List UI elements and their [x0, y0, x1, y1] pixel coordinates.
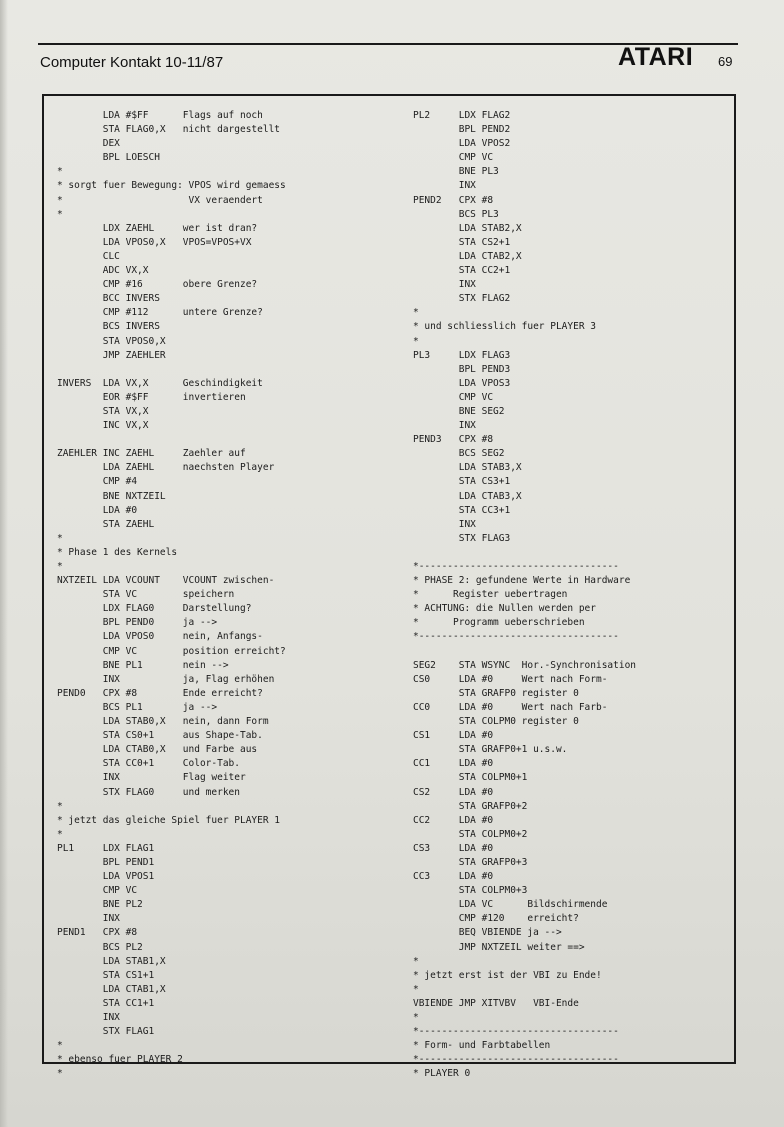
code-line: LDA #$FF Flags auf noch	[57, 110, 263, 121]
magazine-issue: Computer Kontakt 10-11/87	[40, 54, 224, 71]
page-number: 69	[718, 54, 733, 69]
code-line: NXTZEIL LDA VCOUNT VCOUNT zwischen-	[57, 575, 275, 587]
code-line: PL2 LDX FLAG2	[413, 110, 511, 121]
code-line: INX Flag weiter	[57, 772, 246, 784]
code-line: LDA STAB2,X	[413, 222, 522, 234]
code-line: STA VX,X	[57, 405, 149, 417]
code-line: BPL PEND2	[413, 124, 511, 136]
code-line: STA COLPM0+2	[413, 828, 528, 840]
code-line: STA ZAEHL	[57, 518, 155, 530]
code-line: STA COLPM0+1	[413, 772, 528, 784]
code-line: EOR #$FF invertieren	[57, 391, 246, 403]
code-line: LDA CTAB2,X	[413, 250, 522, 262]
code-line: CMP #16 obere Grenze?	[57, 279, 258, 291]
code-line: *	[57, 828, 63, 840]
code-line: *	[57, 166, 63, 178]
code-line: BCS INVERS	[57, 321, 160, 333]
code-line: * jetzt erst ist der VBI zu Ende!	[413, 969, 602, 981]
code-line: *	[57, 800, 63, 812]
code-line: INX	[413, 420, 476, 432]
code-line: STA VC speichern	[57, 589, 235, 601]
code-line: STA CS1+1	[57, 969, 155, 981]
code-line: CC0 LDA #0 Wert nach Farb-	[413, 701, 608, 713]
listing-column-left	[57, 109, 286, 1081]
code-line: * VX veraendert	[57, 194, 263, 206]
code-line: STX FLAG2	[413, 293, 511, 305]
code-line: *-----------------------------------	[413, 1026, 619, 1038]
code-line: CS2 LDA #0	[413, 786, 494, 798]
listing-column-right	[413, 109, 636, 1081]
code-line: CS1 LDA #0	[413, 730, 494, 742]
code-line: *	[57, 208, 63, 220]
code-line: LDX FLAG0 Darstellung?	[57, 603, 252, 615]
code-line: STA CC2+1	[413, 265, 511, 277]
code-line: JMP ZAEHLER	[57, 349, 166, 361]
code-line: LDA STAB0,X nein, dann Form	[57, 716, 269, 728]
code-line: * und schliesslich fuer PLAYER 3	[413, 321, 596, 333]
code-line: INC VX,X	[57, 420, 149, 432]
code-line: LDA VPOS0,X VPOS=VPOS+VX	[57, 236, 252, 248]
code-line: CMP #112 untere Grenze?	[57, 307, 263, 319]
code-line: JMP NXTZEIL weiter ==>	[413, 941, 585, 953]
code-line: BCS SEG2	[413, 448, 505, 460]
code-line: STA CC1+1	[57, 997, 155, 1009]
code-line: PEND1 CPX #8	[57, 927, 138, 939]
page-spine-shadow	[0, 0, 8, 1127]
code-line: STA CS3+1	[413, 476, 511, 488]
code-line: * jetzt das gleiche Spiel fuer PLAYER 1	[57, 814, 281, 826]
code-line: INX	[57, 1012, 120, 1023]
code-line: STX FLAG3	[413, 532, 511, 544]
code-line: CMP VC	[413, 391, 494, 403]
code-line: CMP VC position erreicht?	[57, 645, 286, 657]
code-line: LDA STAB1,X	[57, 955, 166, 967]
code-line: LDA ZAEHL naechsten Player	[57, 462, 275, 474]
code-line: BCS PL3	[413, 208, 499, 220]
code-line: BCS PL2	[57, 941, 143, 953]
code-line: INX	[413, 518, 476, 530]
code-line: BCS PL1 ja -->	[57, 701, 218, 713]
code-line: DEX	[57, 138, 120, 150]
code-line: INX ja, Flag erhöhen	[57, 673, 275, 685]
code-line	[57, 433, 286, 447]
code-line: INX	[413, 279, 476, 291]
code-line: BPL PEND1	[57, 856, 155, 868]
code-line: BNE PL2	[57, 899, 143, 911]
code-line: CMP #4	[57, 476, 138, 488]
code-line: STA VPOS0,X	[57, 335, 166, 347]
code-line: * Programm ueberschrieben	[413, 617, 585, 629]
code-line: STA FLAG0,X nicht dargestellt	[57, 124, 281, 136]
code-line: BPL PEND3	[413, 363, 511, 375]
code-line: STA CS0+1 aus Shape-Tab.	[57, 730, 263, 742]
code-line: *	[57, 1040, 63, 1052]
code-line: STA GRAFP0+1 u.s.w.	[413, 744, 568, 756]
code-line: LDA VPOS2	[413, 138, 511, 150]
code-line: *	[413, 307, 419, 319]
code-line: CMP VC	[413, 152, 494, 164]
code-line: VBIENDE JMP XITVBV VBI-Ende	[413, 997, 579, 1009]
code-line: *	[413, 1012, 419, 1023]
code-line: LDA VC Bildschirmende	[413, 899, 608, 911]
code-line: BNE SEG2	[413, 405, 505, 417]
code-line: BNE NXTZEIL	[57, 490, 166, 502]
code-line: * ACHTUNG: die Nullen werden per	[413, 603, 596, 615]
code-line: * ebenso fuer PLAYER 2	[57, 1054, 183, 1066]
code-line: STX FLAG1	[57, 1026, 155, 1038]
code-line: LDA STAB3,X	[413, 462, 522, 474]
code-line: CLC	[57, 250, 120, 262]
code-line: ZAEHLER INC ZAEHL Zaehler auf	[57, 448, 246, 460]
code-line: INVERS LDA VX,X Geschindigkeit	[57, 377, 263, 389]
code-line: STA CC0+1 Color-Tab.	[57, 758, 240, 770]
code-line: BPL LOESCH	[57, 152, 160, 164]
brand-title: ATARI	[618, 43, 694, 71]
code-line: STX FLAG0 und merken	[57, 786, 240, 798]
code-line: * Phase 1 des Kernels	[57, 546, 178, 558]
code-line	[413, 645, 636, 659]
code-line: ADC VX,X	[57, 265, 149, 277]
code-line: STA CS2+1	[413, 236, 511, 248]
code-line: CC2 LDA #0	[413, 814, 494, 826]
code-line: BNE PL1 nein -->	[57, 659, 229, 671]
code-line: CC1 LDA #0	[413, 758, 494, 770]
code-line: CMP VC	[57, 885, 138, 897]
code-line: PL3 LDX FLAG3	[413, 349, 511, 361]
code-line: STA COLPM0 register 0	[413, 716, 579, 728]
code-line: LDA VPOS0 nein, Anfangs-	[57, 631, 263, 643]
code-line: STA COLPM0+3	[413, 885, 528, 897]
code-line: *-----------------------------------	[413, 631, 619, 643]
code-line: * sorgt fuer Bewegung: VPOS wird gemaess	[57, 180, 286, 192]
code-line: * Form- und Farbtabellen	[413, 1040, 551, 1052]
code-line: * Register uebertragen	[413, 589, 568, 601]
code-line: PEND0 CPX #8 Ende erreicht?	[57, 687, 263, 699]
code-line: LDA CTAB0,X und Farbe aus	[57, 744, 258, 756]
code-line: * PHASE 2: gefundene Werte in Hardware	[413, 575, 631, 587]
code-line: SEG2 STA WSYNC Hor.-Synchronisation	[413, 659, 637, 671]
code-line: LDA VPOS3	[413, 377, 511, 389]
code-line: PL1 LDX FLAG1	[57, 842, 155, 854]
code-line: CS0 LDA #0 Wert nach Form-	[413, 673, 608, 685]
code-line: BNE PL3	[413, 166, 499, 178]
code-line: CMP #120 erreicht?	[413, 913, 579, 925]
code-line: *	[413, 983, 419, 995]
code-line: *	[57, 1068, 63, 1080]
code-line: *-----------------------------------	[413, 561, 619, 572]
code-line: STA GRAFP0+3	[413, 856, 528, 868]
code-line: LDA VPOS1	[57, 871, 155, 883]
code-line: *-----------------------------------	[413, 1054, 619, 1066]
code-line: CS3 LDA #0	[413, 842, 494, 854]
code-line: INX	[413, 180, 476, 192]
code-line: *	[57, 561, 63, 572]
code-line: LDX ZAEHL wer ist dran?	[57, 222, 258, 234]
code-line: STA GRAFP0+2	[413, 800, 528, 812]
code-line: *	[413, 335, 419, 347]
code-line: *	[57, 532, 63, 544]
code-line: LDA CTAB3,X	[413, 490, 522, 502]
code-line: BPL PEND0 ja -->	[57, 617, 218, 629]
code-line: BCC INVERS	[57, 293, 160, 305]
code-line: STA CC3+1	[413, 504, 511, 516]
code-line: BEQ VBIENDE ja -->	[413, 927, 562, 939]
code-line: LDA #0	[57, 504, 138, 516]
code-line	[57, 363, 286, 377]
code-line: LDA CTAB1,X	[57, 983, 166, 995]
code-line: CC3 LDA #0	[413, 871, 494, 883]
code-line: INX	[57, 913, 120, 925]
code-line: *	[413, 955, 419, 967]
code-line: STA GRAFP0 register 0	[413, 687, 579, 699]
code-line: PEND2 CPX #8	[413, 194, 494, 206]
code-line: PEND3 CPX #8	[413, 434, 494, 446]
code-line	[413, 546, 636, 560]
code-line: * PLAYER 0	[413, 1068, 471, 1080]
